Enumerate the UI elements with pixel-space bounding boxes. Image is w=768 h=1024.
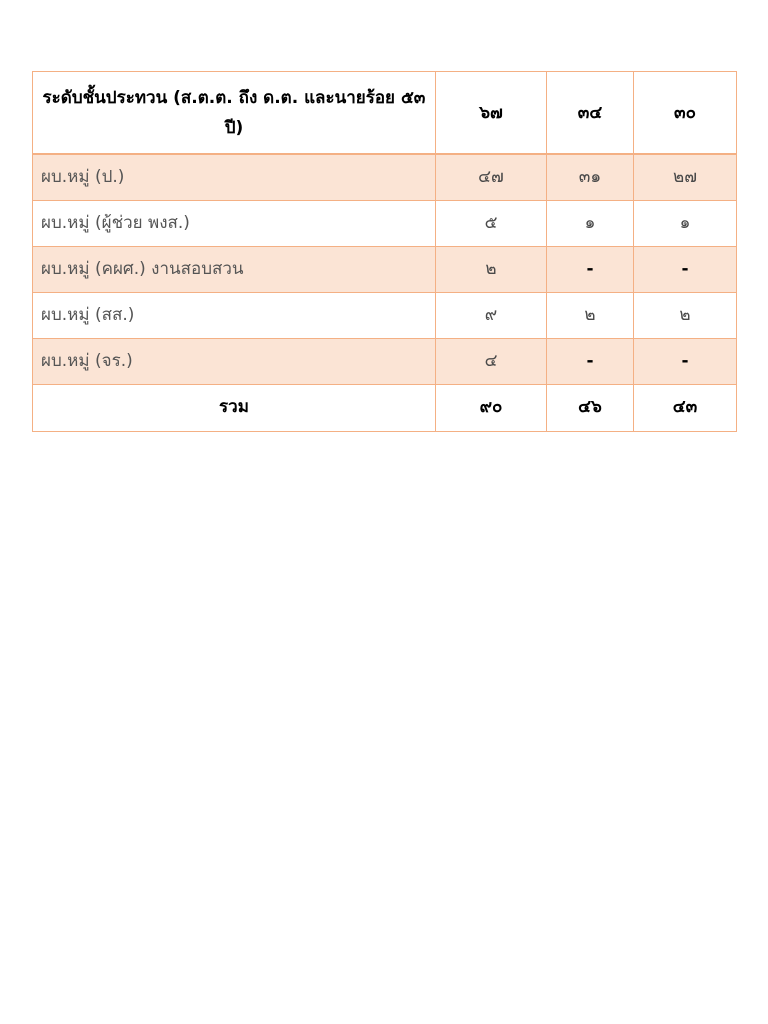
row-label-cell: ผบ.หมู่ (ป.) xyxy=(33,154,436,201)
row-col1-cell: ๔ xyxy=(436,339,547,385)
row-col2-cell: ๓๑ xyxy=(547,154,634,201)
row-col1-cell: ๙ xyxy=(436,293,547,339)
row-label-cell: ผบ.หมู่ (จร.) xyxy=(33,339,436,385)
table-total-row xyxy=(33,385,737,432)
row-col1-cell: ๔๗ xyxy=(436,154,547,201)
row-col2-cell: ๑ xyxy=(547,201,634,247)
row-col3-cell: ๒๗ xyxy=(634,154,737,201)
total-col2-cell: ๔๖ xyxy=(547,385,634,432)
header-label-cell: ระดับชั้นประทวน (ส.ต.ต. ถึง ด.ต. และนายร้อย ๕๓ ปี) xyxy=(33,72,436,155)
row-col3-cell: ๒ xyxy=(634,293,737,339)
row-col1-cell: ๒ xyxy=(436,247,547,293)
header-col3-cell: ๓๐ xyxy=(634,72,737,155)
table-header-row xyxy=(33,72,737,155)
row-col2-cell: - xyxy=(547,247,634,293)
row-col3-cell: - xyxy=(634,339,737,385)
table-row xyxy=(33,339,737,385)
row-col3-cell: - xyxy=(634,247,737,293)
row-col3-cell: ๑ xyxy=(634,201,737,247)
table-row xyxy=(33,293,737,339)
row-label-cell: ผบ.หมู่ (สส.) xyxy=(33,293,436,339)
table-row xyxy=(33,247,737,293)
rank-table xyxy=(32,71,737,432)
row-label-cell: ผบ.หมู่ (ผู้ช่วย พงส.) xyxy=(33,201,436,247)
row-col1-cell: ๕ xyxy=(436,201,547,247)
header-col2-cell: ๓๔ xyxy=(547,72,634,155)
total-label-cell: รวม xyxy=(33,385,436,432)
table-row xyxy=(33,201,737,247)
total-col1-cell: ๙๐ xyxy=(436,385,547,432)
row-label-cell: ผบ.หมู่ (คผศ.) งานสอบสวน xyxy=(33,247,436,293)
header-col1-cell: ๖๗ xyxy=(436,72,547,155)
row-col2-cell: ๒ xyxy=(547,293,634,339)
total-col3-cell: ๔๓ xyxy=(634,385,737,432)
table-row xyxy=(33,154,737,201)
row-col2-cell: - xyxy=(547,339,634,385)
